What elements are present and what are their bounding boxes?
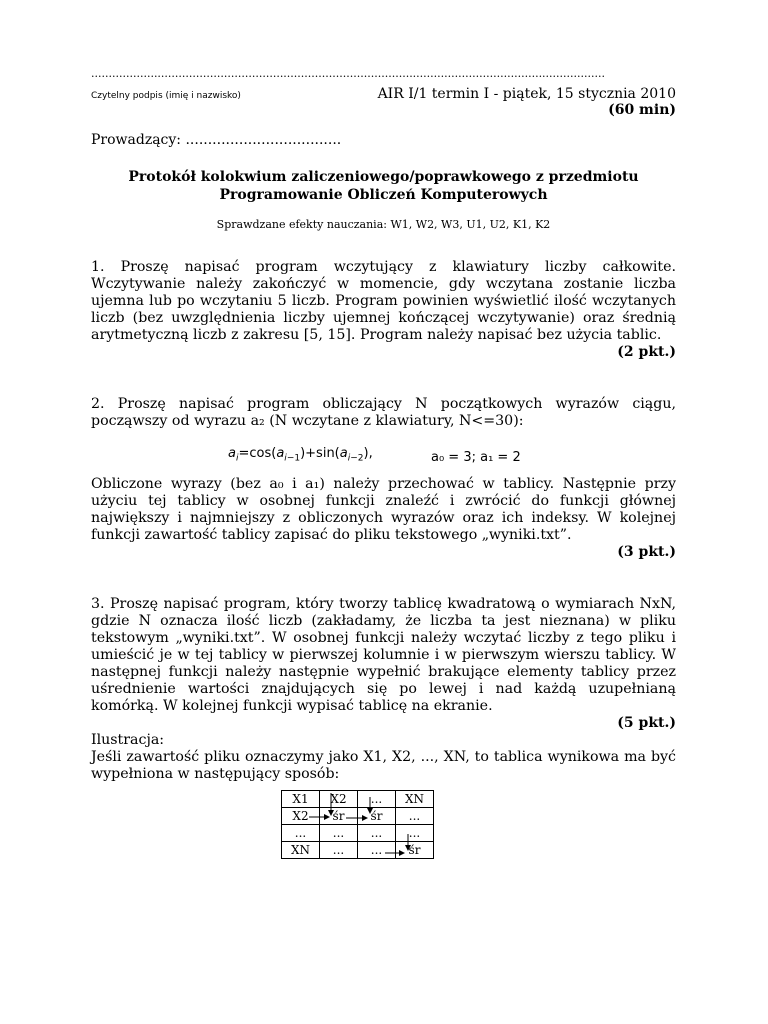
exam-sheet bbox=[91, 68, 676, 859]
initial-values: a₀ = 3; a₁ = 2 bbox=[431, 450, 521, 465]
table-row bbox=[282, 791, 434, 808]
table-cell: ... bbox=[358, 791, 396, 808]
instructor-line: Prowadzący: ................................... bbox=[91, 132, 342, 148]
table-row bbox=[282, 808, 434, 825]
learning-outcomes: Sprawdzane efekty nauczania: W1, W2, W3, U1, U2, K1, K2 bbox=[216, 218, 551, 231]
question-3-text: 3. Proszę napisać program, który tworzy tablicę kwadratową o wymiarach NxN, gdzie N oznacza ilość liczb (zakładamy, że liczba ta jest nieznana) w pliku tekstowym „wyniki.txt”. W osobnej funkcji należy wczytać liczby z tego pliku i umieścić je w tej tablicy w pierwszej kolumnie i w pierwszym wierszu tablicy. W następnej funkcji należy następnie wypełnić brakujące elementy tablicy przez uśrednienie wartości znajdujących się po lewej i nad każdą uzupełnianą komórką. W kolejnej funkcji wypisać tablicę na ekranie. bbox=[91, 596, 676, 714]
question-2-text: 2. Proszę napisać program obliczający N początkowych wyrazów ciągu, począwszy od wyrazu a₂ (N wczytane z klawiatury, N<=30): bbox=[91, 396, 676, 429]
exam-info: AIR I/1 termin I - piątek, 15 stycznia 2010 bbox=[377, 86, 676, 102]
exam-duration: (60 min) bbox=[608, 102, 676, 118]
result-table bbox=[281, 790, 434, 859]
sequence-formula bbox=[91, 440, 676, 474]
table-row bbox=[282, 842, 434, 859]
table-cell: XN bbox=[396, 791, 434, 808]
header-row bbox=[91, 86, 676, 102]
table-cell: X1 bbox=[282, 791, 320, 808]
question-2-points: (3 pkt.) bbox=[617, 544, 676, 560]
illustration-grid bbox=[281, 790, 436, 859]
table-cell: śr bbox=[358, 808, 396, 825]
signature-line: ................................................................................................................................................... bbox=[91, 68, 605, 80]
recurrence-formula: $a_i=\cos(a_{i-1})+\sin(a_{i-2})$, bbox=[228, 446, 373, 464]
question-2-text-2: Obliczone wyrazy (bez a₀ i a₁) należy przechować w tablicy. Następnie przy użyciu tej tablicy w osobnej funkcji znaleźć i zwrócić do funkcji głównej największy i najmniejszy z obliczonych wyrazów oraz ich indeksy. W kolejnej funkcji zawartość tablicy zapisać do pliku tekstowego „wyniki.txt”. bbox=[91, 476, 676, 543]
table-cell: śr bbox=[320, 808, 358, 825]
signature-label: Czytelny podpis (imię i nazwisko) bbox=[91, 91, 241, 101]
table-cell: ... bbox=[320, 825, 358, 842]
table-cell: ... bbox=[358, 842, 396, 859]
table-cell: ... bbox=[282, 825, 320, 842]
table-cell: ... bbox=[396, 808, 434, 825]
document-title bbox=[91, 168, 676, 204]
table-cell: X2 bbox=[282, 808, 320, 825]
table-cell: XN bbox=[282, 842, 320, 859]
table-cell: śr bbox=[396, 842, 434, 859]
table-row bbox=[282, 825, 434, 842]
illustration-text: Jeśli zawartość pliku oznaczymy jako X1, X2, ..., XN, to tablica wynikowa ma być wypełniona w następujący sposób: bbox=[91, 749, 676, 782]
question-3-points: (5 pkt.) bbox=[617, 715, 676, 731]
title-line-1: Protokół kolokwium zaliczeniowego/poprawkowego z przedmiotu bbox=[128, 169, 639, 185]
question-1-text: 1. Proszę napisać program wczytujący z klawiatury liczby całkowite. Wczytywanie należy zakończyć w momencie, gdy wczytana zostanie liczba ujemna lub po wczytaniu 5 liczb. Program powinien wyświetlić ilość wczytanych liczb (bez uwzględnienia liczby ujemnej kończącej wczytywanie) oraz średnią arytmetyczną liczb z zakresu [5, 15]. Program należy napisać bez użycia tablic. bbox=[91, 259, 676, 343]
table-cell: ... bbox=[396, 825, 434, 842]
table-cell: ... bbox=[320, 842, 358, 859]
question-1-points: (2 pkt.) bbox=[617, 344, 676, 360]
table-cell: X2 bbox=[320, 791, 358, 808]
title-line-2: Programowanie Obliczeń Komputerowych bbox=[219, 187, 548, 203]
illustration-title: Ilustracja: bbox=[91, 732, 165, 748]
table-cell: ... bbox=[358, 825, 396, 842]
